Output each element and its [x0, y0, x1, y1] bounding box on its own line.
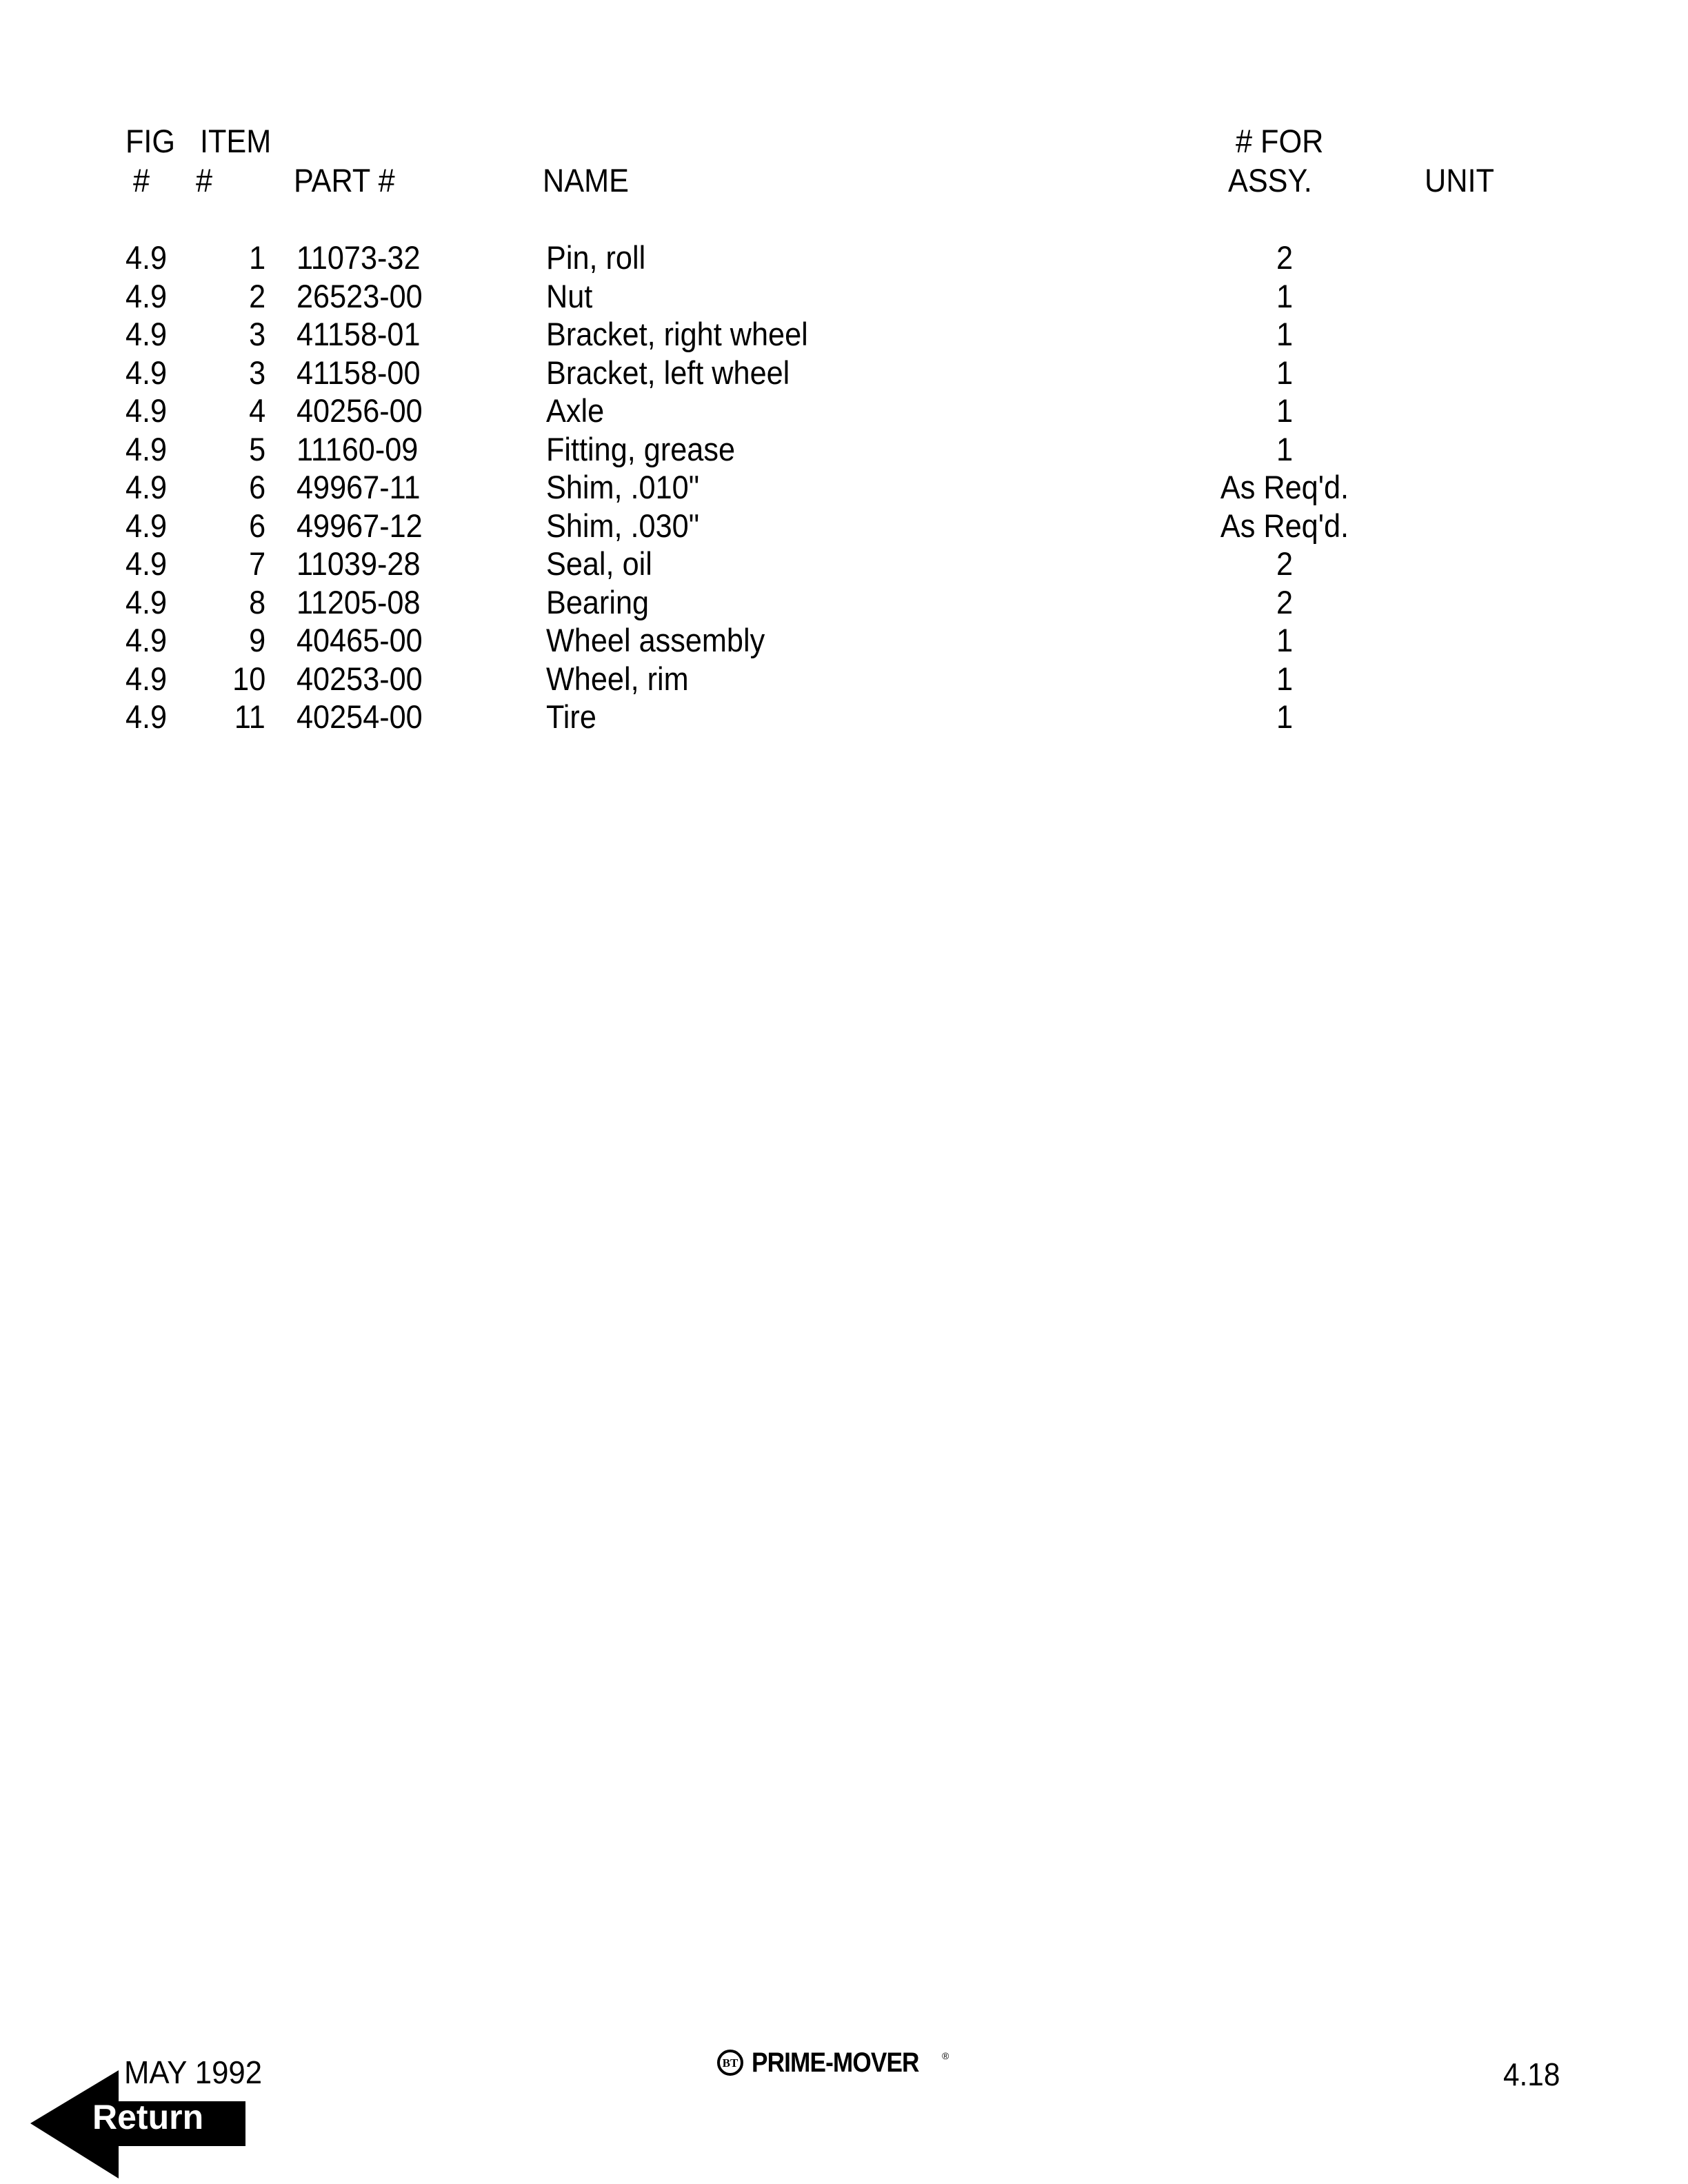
cell-qty: 1	[1276, 430, 1294, 467]
return-label: Return	[92, 2098, 204, 2136]
cell-name: Fitting, grease	[546, 430, 735, 467]
cell-fig: 4.9	[125, 316, 168, 352]
cell-name: Bearing	[546, 583, 650, 620]
cell-name: Seal, oil	[546, 545, 652, 582]
cell-item: 10	[232, 660, 265, 697]
header-qty-line1: # FOR	[1236, 123, 1324, 159]
table-row	[0, 356, 1688, 395]
logo-text: PRIME-MOVER	[752, 2048, 919, 2078]
cell-qty: 1	[1276, 698, 1294, 735]
cell-item: 8	[248, 583, 265, 620]
cell-name: Bracket, right wheel	[546, 316, 808, 352]
cell-qty: 1	[1276, 392, 1294, 429]
table-row	[0, 624, 1688, 663]
table-row	[0, 241, 1688, 280]
page-number: 4.18	[1503, 2056, 1560, 2092]
cell-item: 9	[248, 622, 265, 658]
return-button[interactable]	[30, 2068, 251, 2180]
cell-part: 41158-01	[297, 316, 421, 352]
cell-fig: 4.9	[125, 392, 168, 429]
cell-part: 49967-12	[297, 507, 423, 544]
table-row	[0, 660, 1688, 701]
cell-part: 41158-00	[297, 354, 421, 391]
header-item-line2: #	[196, 162, 213, 199]
table-row	[0, 509, 1688, 548]
header-item-line1: ITEM	[200, 123, 272, 159]
cell-qty: 1	[1276, 277, 1294, 314]
cell-fig: 4.9	[125, 698, 168, 735]
footer-date: MAY 1992	[124, 2054, 263, 2090]
header-part: PART #	[294, 162, 395, 199]
cell-item: 6	[248, 469, 265, 505]
cell-qty: As Req'd.	[1220, 507, 1349, 544]
cell-part: 40254-00	[297, 698, 423, 735]
cell-fig: 4.9	[125, 354, 168, 391]
table-row	[0, 547, 1688, 586]
cell-part: 11160-09	[297, 430, 419, 467]
cell-name: Bracket, left wheel	[546, 354, 790, 391]
cell-qty: 1	[1276, 354, 1294, 391]
cell-name: Wheel, rim	[546, 660, 689, 697]
cell-name: Nut	[546, 277, 593, 314]
cell-fig: 4.9	[125, 583, 168, 620]
cell-item: 3	[248, 354, 265, 391]
header-unit: UNIT	[1425, 162, 1494, 199]
cell-part: 49967-11	[297, 469, 421, 505]
cell-part: 11039-28	[297, 545, 421, 582]
cell-fig: 4.9	[125, 430, 168, 467]
cell-name: Pin, roll	[546, 239, 646, 276]
cell-qty: 1	[1276, 660, 1294, 697]
cell-name: Shim, .010"	[546, 469, 700, 505]
cell-qty: 2	[1276, 239, 1294, 276]
cell-part: 40465-00	[297, 622, 423, 658]
cell-item: 1	[248, 239, 265, 276]
cell-fig: 4.9	[125, 545, 168, 582]
cell-fig: 4.9	[125, 622, 168, 658]
cell-fig: 4.9	[125, 277, 168, 314]
prime-mover-logo	[717, 2048, 950, 2078]
table-row	[0, 277, 1688, 318]
cell-fig: 4.9	[125, 469, 168, 505]
cell-item: 11	[234, 698, 265, 735]
cell-fig: 4.9	[125, 507, 168, 544]
cell-name: Wheel assembly	[546, 622, 765, 658]
bt-emblem-icon: BT	[717, 2050, 743, 2076]
cell-name: Tire	[546, 698, 596, 735]
header-qty-line2: ASSY.	[1228, 162, 1312, 199]
cell-fig: 4.9	[125, 660, 168, 697]
table-row	[0, 430, 1688, 472]
cell-item: 3	[248, 316, 265, 352]
table-row	[0, 471, 1688, 509]
registered-mark: ®	[942, 2050, 950, 2061]
header-fig-line1: FIG	[125, 123, 176, 159]
table-row	[0, 318, 1688, 356]
cell-qty: 2	[1276, 583, 1294, 620]
cell-part: 40256-00	[297, 392, 423, 429]
cell-item: 6	[248, 507, 265, 544]
cell-name: Axle	[546, 392, 605, 429]
cell-part: 40253-00	[297, 660, 423, 697]
cell-part: 11073-32	[297, 239, 421, 276]
cell-qty: As Req'd.	[1220, 469, 1349, 505]
header-name: NAME	[543, 162, 629, 199]
header-fig-line2: #	[133, 162, 150, 199]
table-row	[0, 583, 1688, 625]
cell-qty: 2	[1276, 545, 1294, 582]
cell-item: 2	[248, 277, 265, 314]
cell-item: 5	[248, 430, 265, 467]
table-row	[0, 700, 1688, 739]
cell-part: 26523-00	[297, 277, 423, 314]
cell-item: 4	[248, 392, 265, 429]
cell-fig: 4.9	[125, 239, 168, 276]
cell-item: 7	[248, 545, 265, 582]
cell-qty: 1	[1276, 622, 1294, 658]
cell-name: Shim, .030"	[546, 507, 700, 544]
cell-qty: 1	[1276, 316, 1294, 352]
cell-part: 11205-08	[297, 583, 421, 620]
table-row	[0, 394, 1688, 433]
